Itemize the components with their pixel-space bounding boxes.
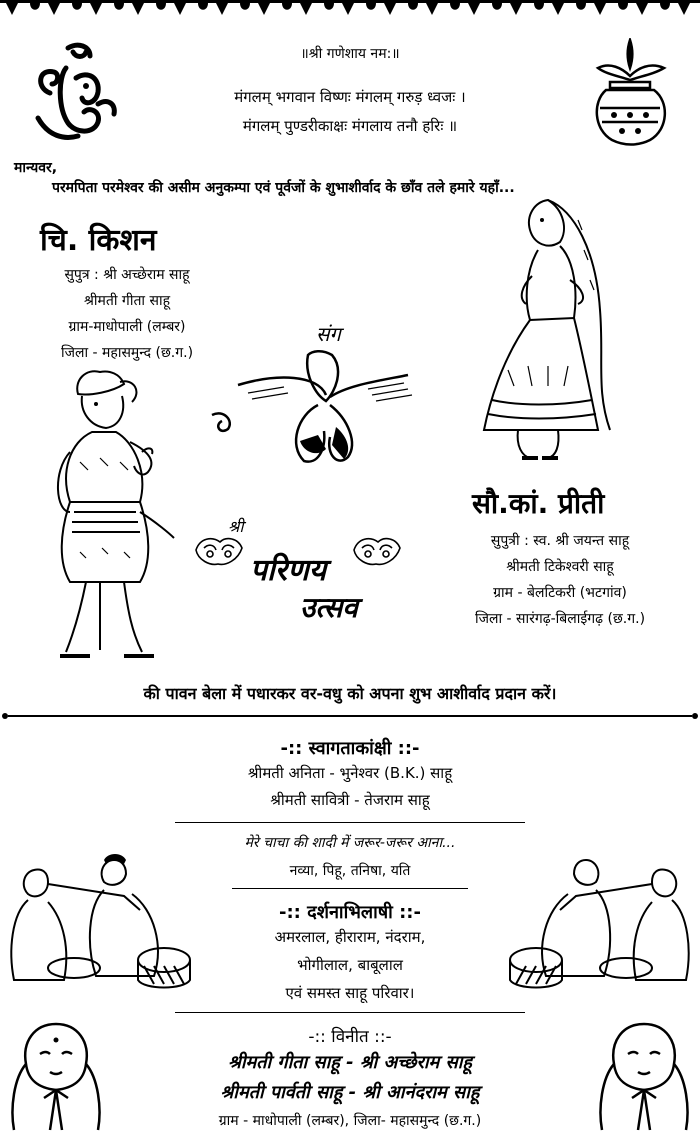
vinit-address: ग्राम - माधोपाली (लम्बर), जिला- महासमुन्द (छ.ग.) — [218, 1113, 482, 1129]
mehndi-hands-icon — [190, 530, 248, 575]
invocation-text: ॥श्री गणेशाय नम:॥ — [300, 46, 400, 62]
welcome-line-1: श्रीमती अनिता - भुनेश्वर (B.K.) साहू — [247, 764, 453, 782]
darshan-line-3: एवं समस्त साहू परिवार। — [285, 984, 415, 1002]
groom-mother: श्रीमती गीता साहू — [83, 293, 171, 309]
bride-mother: श्रीमती टिकेश्वरी साहू — [506, 559, 614, 575]
bride-relation: सुपुत्री : स्व. श्री जयन्त साहू — [490, 533, 630, 549]
title-line-1: परिणय — [250, 553, 327, 588]
groom-relation: सुपुत्र : श्री अच्छेराम साहू — [64, 267, 190, 283]
mehndi-hands-icon — [348, 530, 406, 575]
bride-illustration — [478, 190, 628, 470]
divider-dot-right — [692, 713, 698, 719]
groom-name: चि. किशन — [40, 223, 157, 258]
namaste-figure-icon — [592, 1018, 697, 1133]
welcome-line-2: श्रीमती सावित्री - तेजराम साहू — [270, 791, 430, 809]
bride-district: जिला - सारंगढ़-बिलाईगढ़ (छ.ग.) — [474, 611, 646, 627]
kids-names: नव्या, पिहू, तनिषा, यति — [289, 863, 411, 879]
divider-line — [175, 822, 525, 823]
section-divider — [8, 715, 692, 717]
bride-details — [430, 528, 690, 632]
divider-line — [175, 1012, 525, 1013]
namaste-figure-icon — [4, 1018, 109, 1133]
title-line-2: उत्सव — [300, 591, 358, 624]
shehnai-player-illustration — [506, 850, 696, 1000]
groom-district: जिला - महासमुन्द (छ.ग.) — [60, 345, 194, 361]
top-border-decoration — [0, 0, 700, 22]
groom-illustration — [30, 362, 180, 662]
shehnai-player-illustration — [4, 850, 194, 1000]
darshan-heading: -:: दर्शनाभिलाषी ::- — [279, 902, 421, 923]
divider-line — [232, 888, 468, 889]
intro-text: परमपिता परमेश्वर की असीम अनुकम्पा एवं पूर्वजों के शुभाशीर्वाद के छाँव तले हमारे यहाँ... — [52, 180, 515, 196]
darshan-line-2: भोगीलाल, बाबूलाल — [297, 956, 403, 974]
groom-details — [22, 262, 232, 366]
mantra-line-1: मंगलम् भगवान विष्णः मंगलम् गरुड़ ध्वजः । — [234, 88, 466, 106]
shri-text: श्री — [228, 517, 244, 536]
vinit-heading: -:: विनीत ::- — [308, 1027, 392, 1047]
vinit-line-2: श्रीमती पार्वती साहू - श्री आनंदराम साहू — [220, 1082, 480, 1103]
mantra-line-2: मंगलम् पुण्डरीकाक्षः मंगलाय तनौ हरिः ॥ — [242, 117, 458, 135]
bride-village: ग्राम - बेलटिकरी (भटगांव) — [493, 585, 627, 601]
kids-line: मेरे चाचा की शादी में जरूर-जरूर आना... — [244, 835, 456, 851]
bride-name: सौ.कां. प्रीती — [472, 487, 605, 520]
vinit-line-1: श्रीमती गीता साहू - श्री अच्छेराम साहू — [228, 1052, 472, 1073]
salutation: मान्यवर, — [14, 160, 58, 176]
darshan-line-1: अमरलाल, हीराराम, नंदराम, — [274, 928, 426, 946]
welcome-heading: -:: स्वागताकांक्षी ::- — [280, 738, 420, 759]
sang-text: संग — [316, 322, 341, 346]
knot-illustration — [208, 345, 440, 470]
groom-village: ग्राम-माधोपाली (लम्बर) — [68, 319, 186, 335]
blessing-text: की पावन बेला में पधारकर वर-वधु को अपना शुभ आशीर्वाद प्रदान करें। — [143, 684, 557, 703]
